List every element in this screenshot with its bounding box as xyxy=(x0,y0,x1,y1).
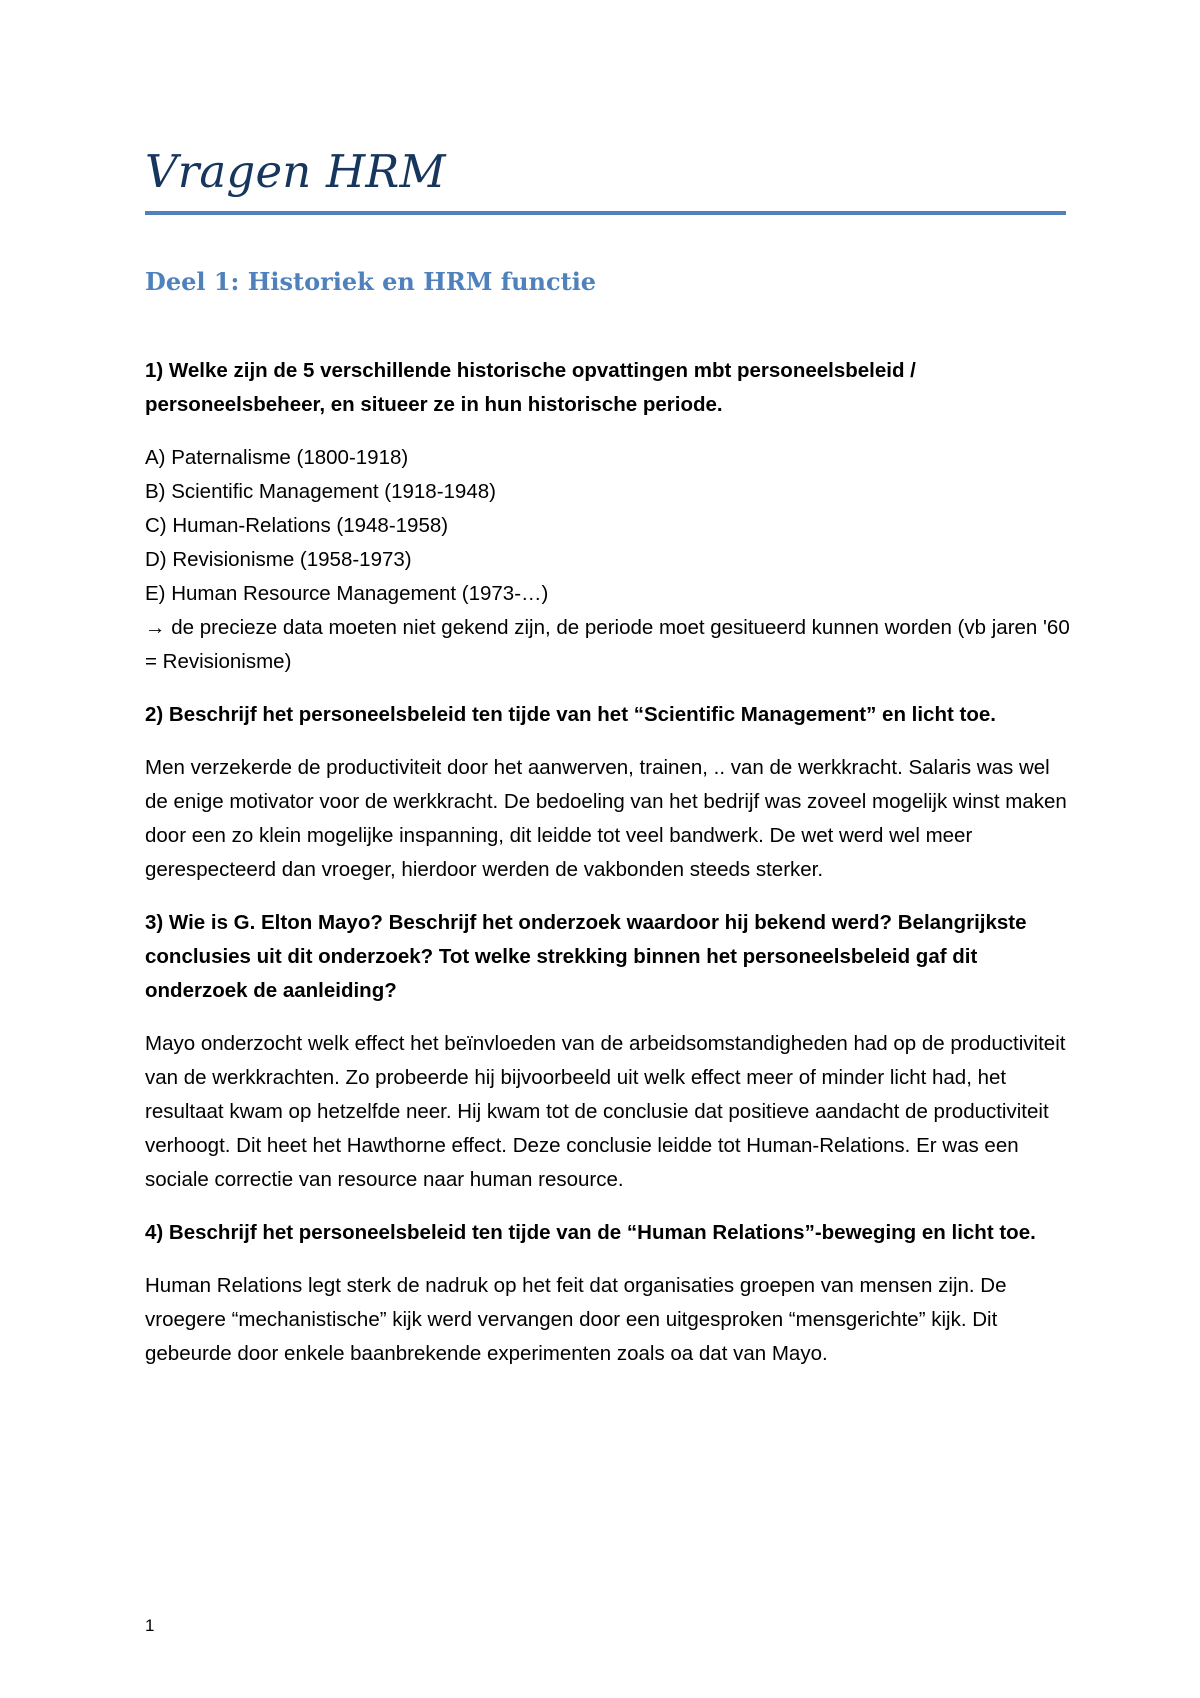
question-2: 2) Beschrijf het personeelsbeleid ten tijde van het “Scientific Management” en licht toe. xyxy=(145,703,996,726)
period-list xyxy=(145,441,1070,611)
document-body xyxy=(145,354,1070,1390)
answer-1-note xyxy=(145,611,1070,679)
list-item: A) Paternalisme (1800-1918) xyxy=(145,446,409,469)
arrow-right-icon: → xyxy=(145,616,166,639)
answer-4: Human Relations legt sterk de nadruk op het feit dat organisaties groepen van mensen zijn. De vroegere “mechanistische” kijk werd vervangen door een uitgesproken “mensgerichte” kijk. Dit gebeurde door enkele baanbrekende experimenten zoals oa dat van Mayo. xyxy=(145,1274,1007,1365)
list-item: C) Human-Relations (1948-1958) xyxy=(145,514,449,537)
answer-3: Mayo onderzocht welk effect het beïnvloeden van de arbeidsomstandigheden had op de productiviteit van de werkkrachten. Zo probeerde hij bijvoorbeeld uit welk effect meer of minder licht had, het resultaat kwam op hetzelfde neer. Hij kwam tot de conclusie dat positieve aandacht de productiviteit verhoogt. Dit heet het Hawthorne effect. Deze conclusie leidde tot Human-Relations. Er was een sociale correctie van resource naar human resource. xyxy=(145,1032,1066,1191)
note-text: de precieze data moeten niet gekend zijn, de periode moet gesitueerd kunnen worden (vb jaren '60 = Revisionisme) xyxy=(145,616,1070,673)
list-item: E) Human Resource Management (1973-…) xyxy=(145,582,549,605)
question-1: 1) Welke zijn de 5 verschillende historische opvattingen mbt personeelsbeleid / personeelsbeheer, en situeer ze in hun historische periode. xyxy=(145,359,916,416)
list-item: D) Revisionisme (1958-1973) xyxy=(145,548,412,571)
section-heading: Deel 1: Historiek en HRM functie xyxy=(145,267,597,296)
title-underline-rule xyxy=(145,211,1066,215)
question-3: 3) Wie is G. Elton Mayo? Beschrijf het onderzoek waardoor hij bekend werd? Belangrijkste conclusies uit dit onderzoek? Tot welke strekking binnen het personeelsbeleid gaf dit onderzoek de aanleiding? xyxy=(145,911,1027,1002)
document-title: Vragen HRM xyxy=(145,145,446,198)
list-item: B) Scientific Management (1918-1948) xyxy=(145,480,496,503)
question-4: 4) Beschrijf het personeelsbeleid ten tijde van de “Human Relations”-beweging en licht toe. xyxy=(145,1221,1036,1244)
answer-2: Men verzekerde de productiviteit door het aanwerven, trainen, .. van de werkkracht. Salaris was wel de enige motivator voor de werkkracht. De bedoeling van het bedrijf was zoveel mogelijk winst maken door een zo klein mogelijke inspanning, dit leidde tot veel bandwerk. De wet werd wel meer gerespecteerd dan vroeger, hierdoor werden de vakbonden steeds sterker. xyxy=(145,756,1067,881)
page-number: 1 xyxy=(145,1616,155,1635)
